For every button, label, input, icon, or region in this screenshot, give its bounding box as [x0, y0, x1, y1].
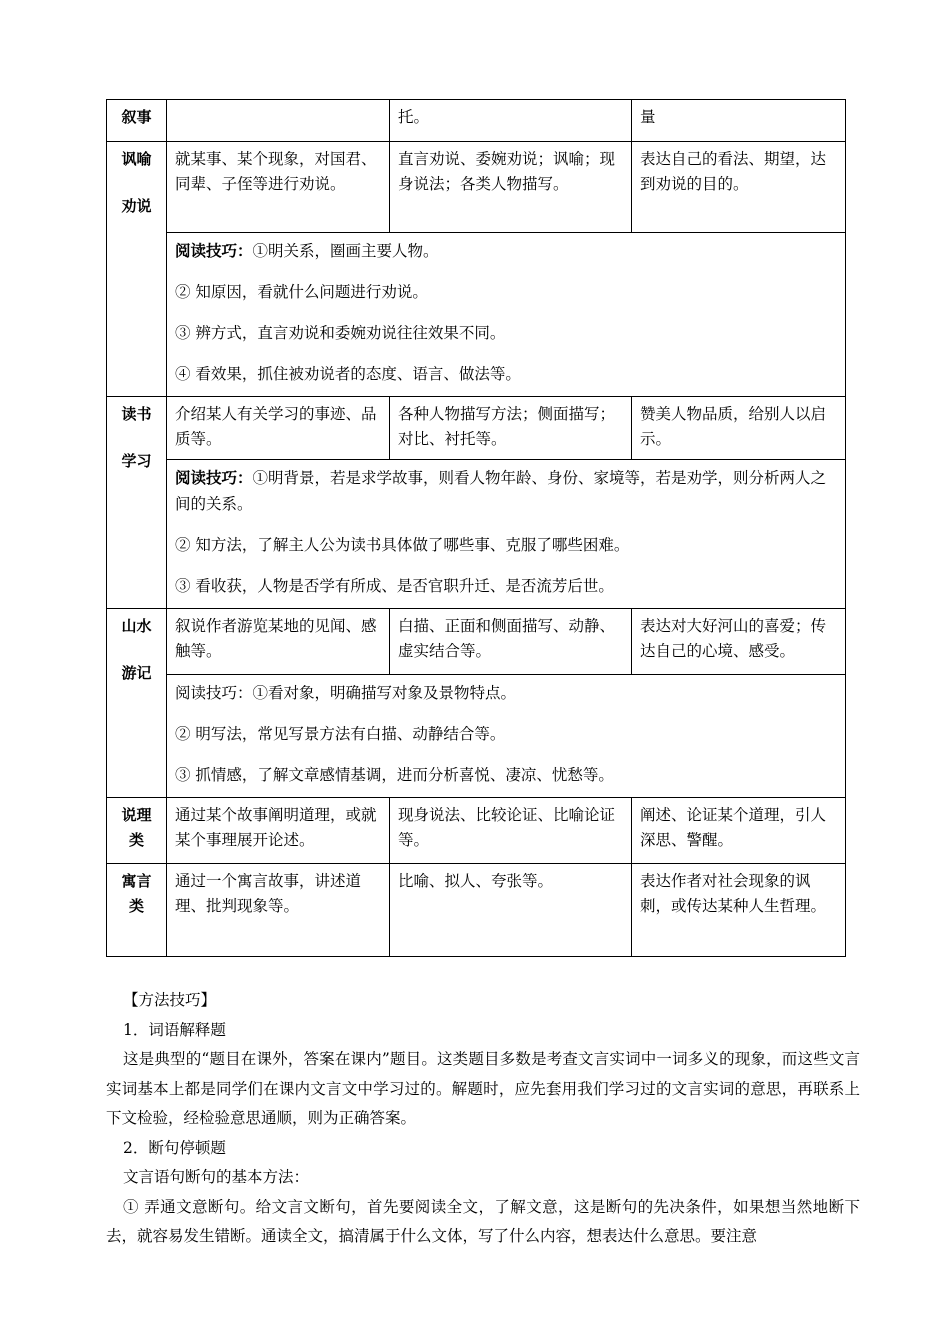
item-title: 2．断句停顿题: [123, 1138, 226, 1157]
tip-line: ② 知原因，看就什么问题进行劝说。: [175, 283, 428, 301]
table-row: [107, 100, 846, 142]
technique-cell: 各种人物描写方法；侧面描写；对比、衬托等。: [390, 397, 632, 460]
section-title: 【方法技巧】: [123, 991, 217, 1009]
genre-table: [106, 99, 846, 957]
purpose-cell: 赞美人物品质，给别人以启示。: [632, 397, 846, 460]
table-row: [107, 460, 846, 609]
technique-cell: 比喻、拟人、夸张等。: [390, 864, 632, 957]
reading-tips-cell: [167, 233, 846, 397]
tip-line: ③ 抓情感，了解文章感情基调，进而分析喜悦、凄凉、忧愁等。: [175, 766, 614, 784]
category-cell: 说理类: [107, 798, 167, 864]
reading-tips-cell: [167, 460, 846, 609]
table-row: [107, 142, 846, 233]
table-row: [107, 675, 846, 798]
tip-line: 阅读技巧：①明关系，圈画主要人物。: [175, 242, 439, 260]
table-row: [107, 864, 846, 957]
technique-cell: 托。: [390, 100, 632, 142]
paragraph: ① 弄通文意断句。给文言文断句，首先要阅读全文，了解文意，这是断句的先决条件，如果想当然地断下去，就容易发生错断。通读全文，搞清属于什么文体，写了什么内容，想表达什么意思。要注意: [106, 1197, 860, 1245]
tip-line: ② 明写法，常见写景方法有白描、动静结合等。: [175, 725, 506, 743]
category-cell: [107, 142, 167, 397]
tip-line: ③ 看收获，人物是否学有所成、是否官职升迁、是否流芳后世。: [175, 577, 614, 595]
item-subtitle: 文言语句断句的基本方法：: [123, 1168, 310, 1186]
tip-line: ④ 看效果，抓住被劝说者的态度、语言、做法等。: [175, 365, 521, 383]
content-cell: 介绍某人有关学习的事迹、品质等。: [167, 397, 390, 460]
tip-line: ② 知方法，了解主人公为读书具体做了哪些事、克服了哪些困难。: [175, 536, 630, 554]
technique-cell: 现身说法、比较论证、比喻论证等。: [390, 798, 632, 864]
method-section: [106, 986, 860, 1252]
category-cell: 叙事: [107, 100, 167, 142]
reading-tips-cell: [167, 675, 846, 798]
purpose-cell: 量: [632, 100, 846, 142]
category-label-line2: 劝说: [121, 197, 152, 215]
category-label-line1: 讽喻: [121, 150, 152, 168]
category-cell: [107, 609, 167, 798]
tip-line: 阅读技巧：①明背景，若是求学故事，则看人物年龄、身份、家境等，若是劝学，则分析两人之间的关系。: [175, 469, 827, 513]
technique-cell: 直言劝说、委婉劝说；讽喻；现身说法；各类人物描写。: [390, 142, 632, 233]
item-title: 1．词语解释题: [123, 1020, 226, 1039]
category-label-line2: 学习: [121, 452, 152, 470]
content-cell: 叙说作者游览某地的见闻、感触等。: [167, 609, 390, 675]
category-label-line1: 读书: [121, 405, 152, 423]
purpose-cell: 阐述、论证某个道理，引人深思、警醒。: [632, 798, 846, 864]
category-cell: [107, 397, 167, 609]
table-row: [107, 798, 846, 864]
table-row: [107, 397, 846, 460]
tip-line: ③ 辨方式，直言劝说和委婉劝说往往效果不同。: [175, 324, 506, 342]
paragraph: 这是典型的“题目在课外，答案在课内”题目。这类题目多数是考查文言实词中一词多义的现象，而这些文言实词基本上都是同学们在课内文言文中学习过的。解题时，应先套用我们学习过的文言实词的意思，再联系上下文检验，经检验意思通顺，则为正确答案。: [106, 1050, 860, 1127]
purpose-cell: 表达作者对社会现象的讽刺，或传达某种人生哲理。: [632, 864, 846, 957]
content-cell: [167, 100, 390, 142]
table-row: [107, 233, 846, 397]
purpose-cell: 表达对大好河山的喜爱；传达自己的心境、感受。: [632, 609, 846, 675]
tip-line: 阅读技巧：①看对象，明确描写对象及景物特点。: [175, 684, 517, 702]
content-cell: 通过某个故事阐明道理，或就某个事理展开论述。: [167, 798, 390, 864]
category-label-line2: 游记: [121, 664, 152, 682]
technique-cell: 白描、正面和侧面描写、动静、虚实结合等。: [390, 609, 632, 675]
content-cell: 通过一个寓言故事，讲述道理、批判现象等。: [167, 864, 390, 957]
table-row: [107, 609, 846, 675]
purpose-cell: 表达自己的看法、期望，达到劝说的目的。: [632, 142, 846, 233]
category-cell: 寓言类: [107, 864, 167, 957]
tips-label: 阅读技巧：: [175, 242, 253, 260]
content-cell: 就某事、某个现象，对国君、同辈、子侄等进行劝说。: [167, 142, 390, 233]
tips-label: 阅读技巧：: [175, 469, 253, 487]
category-label-line1: 山水: [121, 617, 152, 635]
